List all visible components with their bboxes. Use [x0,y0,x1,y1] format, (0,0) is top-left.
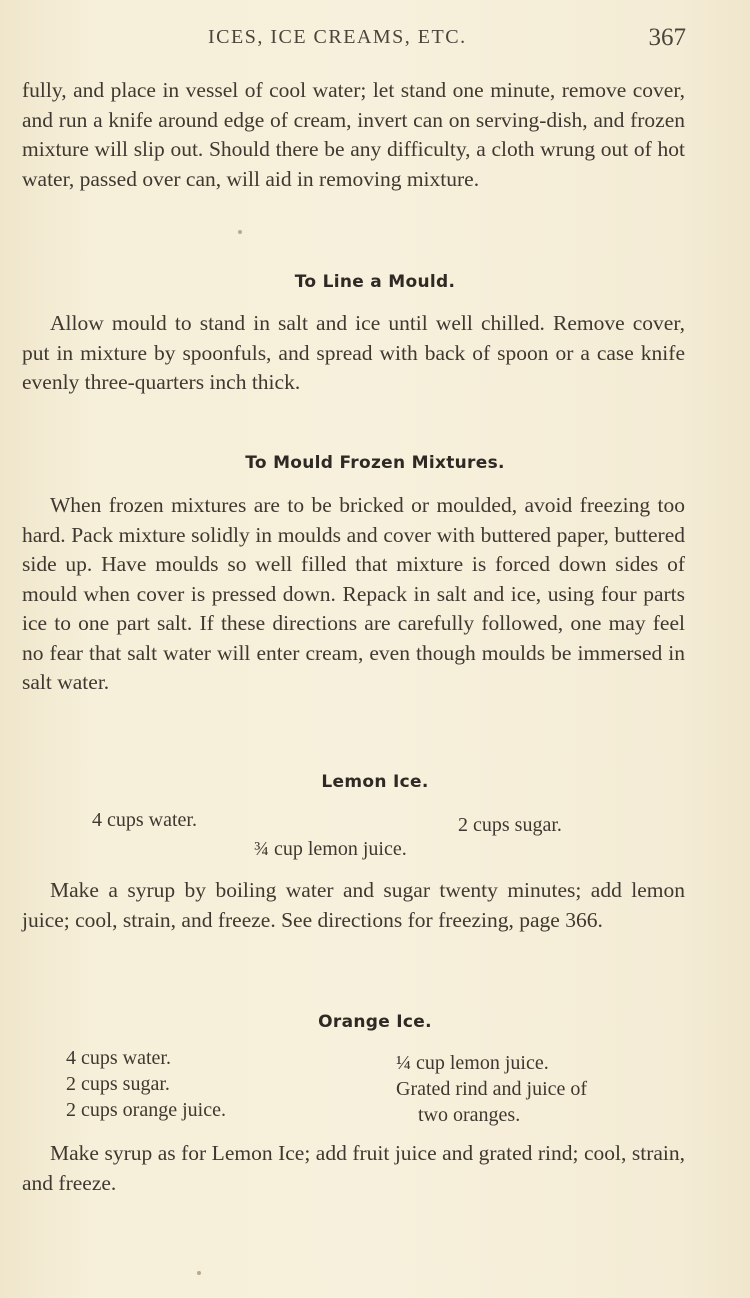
paper-speck [238,230,242,234]
section-heading-line-mould: To Line a Mould. [294,272,456,292]
ingredient-item: ¾ cup lemon juice. [254,838,407,860]
paper-speck [197,1271,201,1275]
section-heading-mould-frozen: To Mould Frozen Mixtures. [245,453,505,473]
ingredient-item: two oranges. [418,1104,521,1126]
lemon-ice-method: Make a syrup by boiling water and sugar twenty minutes; add lemon juice; cool, strain, and freeze. See directions for freezing, page 366. [22,878,685,932]
ingredient-item: 2 cups sugar. [458,814,562,836]
ingredient-item: 2 cups orange juice. [66,1099,226,1121]
ingredient-item: 2 cups sugar. [66,1073,170,1095]
page-number: 367 [648,24,686,51]
continuation-paragraph: fully, and place in vessel of cool water; let stand one minute, remove cover, and run a knife around edge of cream, invert can on serving-dish, and frozen mixture will slip out. Should there be any difficulty, a cloth wrung out of hot water, passed over can, will aid in removing mixture. [22,78,685,191]
ingredient-item: Grated rind and juice of [396,1078,588,1100]
ingredient-item: ¼ cup lemon juice. [396,1052,549,1074]
line-mould-paragraph: Allow mould to stand in salt and ice until well chilled. Remove cover, put in mixture by spoonfuls, and spread with back of spoon or a case knife evenly three-quarters inch thick. [22,311,685,394]
ingredient-item: 4 cups water. [92,809,197,831]
running-title: ICES, ICE CREAMS, ETC. [208,26,467,48]
ingredient-item: 4 cups water. [66,1047,171,1069]
orange-ice-method: Make syrup as for Lemon Ice; add fruit juice and grated rind; cool, strain, and freeze. [22,1141,685,1195]
running-header [0,22,750,62]
recipe-title-orange-ice: Orange Ice. [318,1012,432,1032]
mould-frozen-paragraph: When frozen mixtures are to be bricked or moulded, avoid freezing too hard. Pack mixture solidly in moulds and cover with buttered paper, buttered side up. Have moulds so well filled that mixture is forced down sides of mould when cover is pressed down. Repack in salt and ice, using four parts ice to one part salt. If these directions are carefully followed, one may feel no fear that salt water will enter cream, even though moulds be immersed in salt water. [22,493,685,694]
recipe-title-lemon-ice: Lemon Ice. [321,772,429,792]
